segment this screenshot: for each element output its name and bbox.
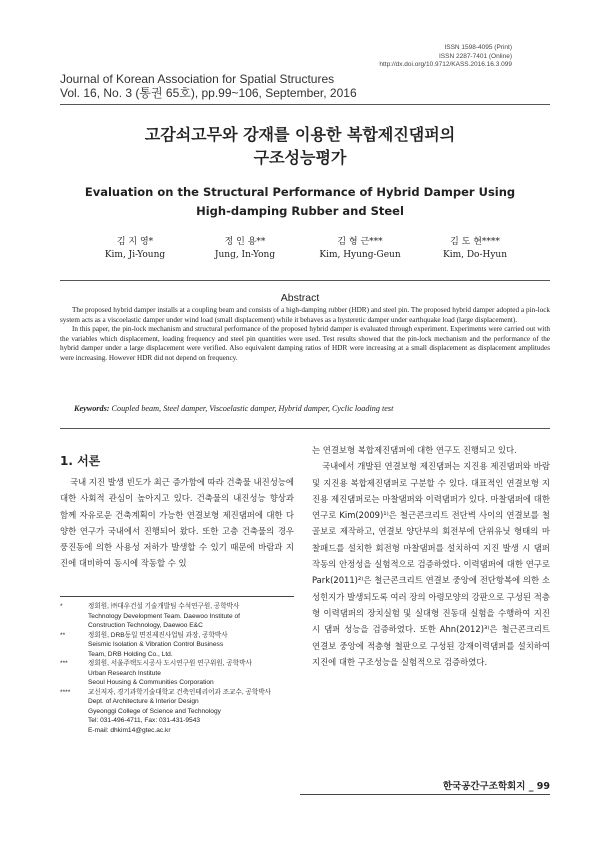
author-3-english: Kim, Hyung-Geun — [319, 250, 401, 260]
abstract-top-rule — [60, 280, 550, 281]
footnote-line: 정회원, ㈜대우건설 기술개발팀 수석연구원, 공학박사 — [88, 603, 240, 610]
footnote-2 — [60, 631, 300, 660]
left-column-text — [60, 474, 294, 572]
footnote-line: Seoul Housing & Communities Corporation — [88, 679, 214, 686]
keywords-label: Keywords: — [74, 404, 110, 413]
footnote-line: 교신저자, 경기과학기술대학교 건축인테리어과 조교수, 공학박사 — [88, 688, 271, 696]
footnote-line: Dept. of Architecture & Interior Design — [88, 698, 199, 705]
footnote-email[interactable]: E-mail: dhkim14@gtec.ac.kr — [88, 726, 171, 734]
volume-line: Vol. 16, No. 3 (통권 65호), pp.99~106, September, 2016 — [60, 86, 357, 100]
author-4-english: Kim, Do-Hyun — [442, 250, 508, 260]
footnote-line: Construction Technology, Daewoo E&C — [88, 622, 203, 629]
right-column-text — [312, 442, 550, 670]
author-4-korean: 김 도 현**** — [450, 237, 500, 247]
footnote-line: Seismic Isolation & Vibration Control Business — [88, 641, 224, 648]
footnote-mark: **** — [60, 688, 71, 696]
issn-print: ISSN 1598-4095 (Print) — [444, 44, 512, 51]
footnote-mark: * — [60, 603, 63, 610]
footnote-4 — [60, 688, 300, 736]
footnote-line: 정회원, DRB동일 면진제진사업팀 과장, 공학박사 — [88, 631, 228, 639]
author-2-english: Jung, In-Yong — [214, 250, 276, 260]
english-title-line1: Evaluation on the Structural Performance of Hybrid Damper Using — [84, 185, 516, 199]
author-2 — [185, 236, 305, 262]
author-4 — [415, 236, 535, 262]
doi-link[interactable]: http://dx.doi.org/10.9712/KASS.2016.16.3.099 — [379, 61, 512, 68]
footnote-line: Tel: 031-496-4711, Fax: 031-431-9543 — [88, 717, 201, 724]
footnote-line: Technology Development Team. Daewoo Institute of — [88, 612, 240, 620]
author-3-korean: 김 형 근*** — [337, 237, 383, 247]
korean-title-line1: 고감쇠고무와 강재를 이용한 복합제진댐퍼의 — [144, 125, 456, 144]
footnote-line: Gyeonggi College of Science and Technology — [88, 707, 221, 715]
intro-paragraph-2: 국내에서 개발된 연결보형 제진댐퍼는 지진용 제진댐퍼와 바람 및 지진용 복합제진댐퍼로 구분할 수 있다. 대표적인 연결보형 지진용 제진댐퍼로는 마찰댐퍼와 이력댐퍼가 있다. 마찰댐퍼에 대한 연구로 Kim(2009)¹⁾은 철근콘크리트 전단벽 사이의 연결보를 철골보로 제작하고, 연결보 양단부의 회전부에 단위유닛 형태의 마찰패드를 설치한 회전형 마찰댐퍼를 설치하여 지진 발생 시 댐퍼 작동의 안정성을 실험적으로 검증하였다. 이력댐퍼에 대한 연구로 Park(2011)²⁾은 철근콘크리트 연결보 중앙에 전단항복에 의한 소성힌지가 발생되도록 여러 장의 아령모양의 강판으로 구성된 적층형 이력댐퍼의 장치실험 및 실대형 진동대 실험을 수행하여 지진 시 댐퍼 성능을 검증하였다. 또한 Ahn(2012)³⁾은 철근콘크리트 연결보 중앙에 적층형 철판으로 구성된 강재이력댐퍼를 설치하여 지진에 대한 구조성능을 실험적으로 검증하였다. — [312, 461, 550, 667]
abstract-paragraph-1: The proposed hybrid damper installs at a coupling beam and consists of a high-damping rubber (HDR) and steel pin. The proposed hybrid damper adopted a pin-lock system acts as a viscoelastic damper under wind load (small displacement) while it behaves as a hysteretic damper under earthquake load (large displacement). — [60, 306, 550, 324]
footer-journal: 한국공간구조학회지 — [442, 781, 526, 792]
english-title-line2: High-damping Rubber and Steel — [196, 204, 404, 218]
issn-block — [292, 44, 512, 70]
footnote-line: Urban Research Institute — [88, 669, 161, 677]
korean-title-line2: 구조성능평가 — [253, 148, 347, 167]
footer-rule — [300, 794, 550, 795]
footnote-line: 정회원, 서울주택도시공사 도시연구원 연구위원, 공학박사 — [88, 660, 252, 667]
author-1 — [75, 236, 195, 262]
footnotes — [60, 602, 300, 735]
author-3 — [300, 236, 420, 262]
header-rule — [60, 104, 550, 105]
issn-online: ISSN 2287-7401 (Online) — [439, 52, 512, 60]
journal-name: Journal of Korean Association for Spatial Structures — [60, 72, 335, 86]
footnote-rule — [60, 596, 294, 597]
footnote-1 — [60, 602, 300, 631]
abstract-heading: Abstract — [280, 292, 320, 304]
keywords-text: Coupled beam, Steel damper, Viscoelastic damper, Hybrid damper, Cyclic loading test — [111, 404, 394, 413]
footnote-mark: *** — [60, 660, 68, 667]
journal-header — [60, 72, 357, 100]
section-heading: 1. 서론 — [60, 454, 101, 468]
author-1-english: Kim, Ji-Young — [104, 250, 166, 260]
page-number: _ 99 — [528, 781, 550, 792]
footnote-mark: ** — [60, 631, 66, 639]
footnote-3 — [60, 659, 300, 688]
page-footer — [443, 778, 550, 792]
footnote-line: Team, DRB Holding Co., Ltd. — [88, 650, 173, 658]
abstract-paragraph-2: In this paper, the pin-lock mechanism and structural performance of the proposed hybrid damper is evaluated through experiment. Experiments were carried out with the variables which displacement, loading frequency and steel pin quantities were used. Test results showed that the pin-lock mechanism and the performance of the hybrid damper under a large displacement were verified. Also equivalent damping ratios of HDR were increasing at a small displacement as displacement amplitudes were increasing. However HDR did not depend on frequency. — [60, 325, 550, 362]
author-2-korean: 정 인 용** — [224, 237, 266, 247]
intro-continuation: 는 연결보형 복합제진댐퍼에 대한 연구도 진행되고 있다. — [312, 445, 517, 455]
author-1-korean: 김 지 영* — [116, 237, 154, 247]
intro-paragraph-1: 국내 지진 발생 빈도가 최근 증가함에 따라 건축물 내진성능에 대한 사회적 관심이 높아지고 있다. 건축물의 내진성능 향상과 함께 자유로운 건축계획이 가능한 연결보형 제진댐퍼에 대한 다양한 연구가 국내에서 진행되어 왔다. 또한 고층 건축물의 경우 풍진동에 의한 사용성 저하가 발생할 수 있기 때문에 바람과 지진에 대비하여 동시에 작동할 수 있 — [60, 477, 294, 569]
keywords — [74, 404, 544, 413]
abstract-bottom-rule — [60, 428, 550, 429]
abstract-body — [60, 306, 550, 364]
